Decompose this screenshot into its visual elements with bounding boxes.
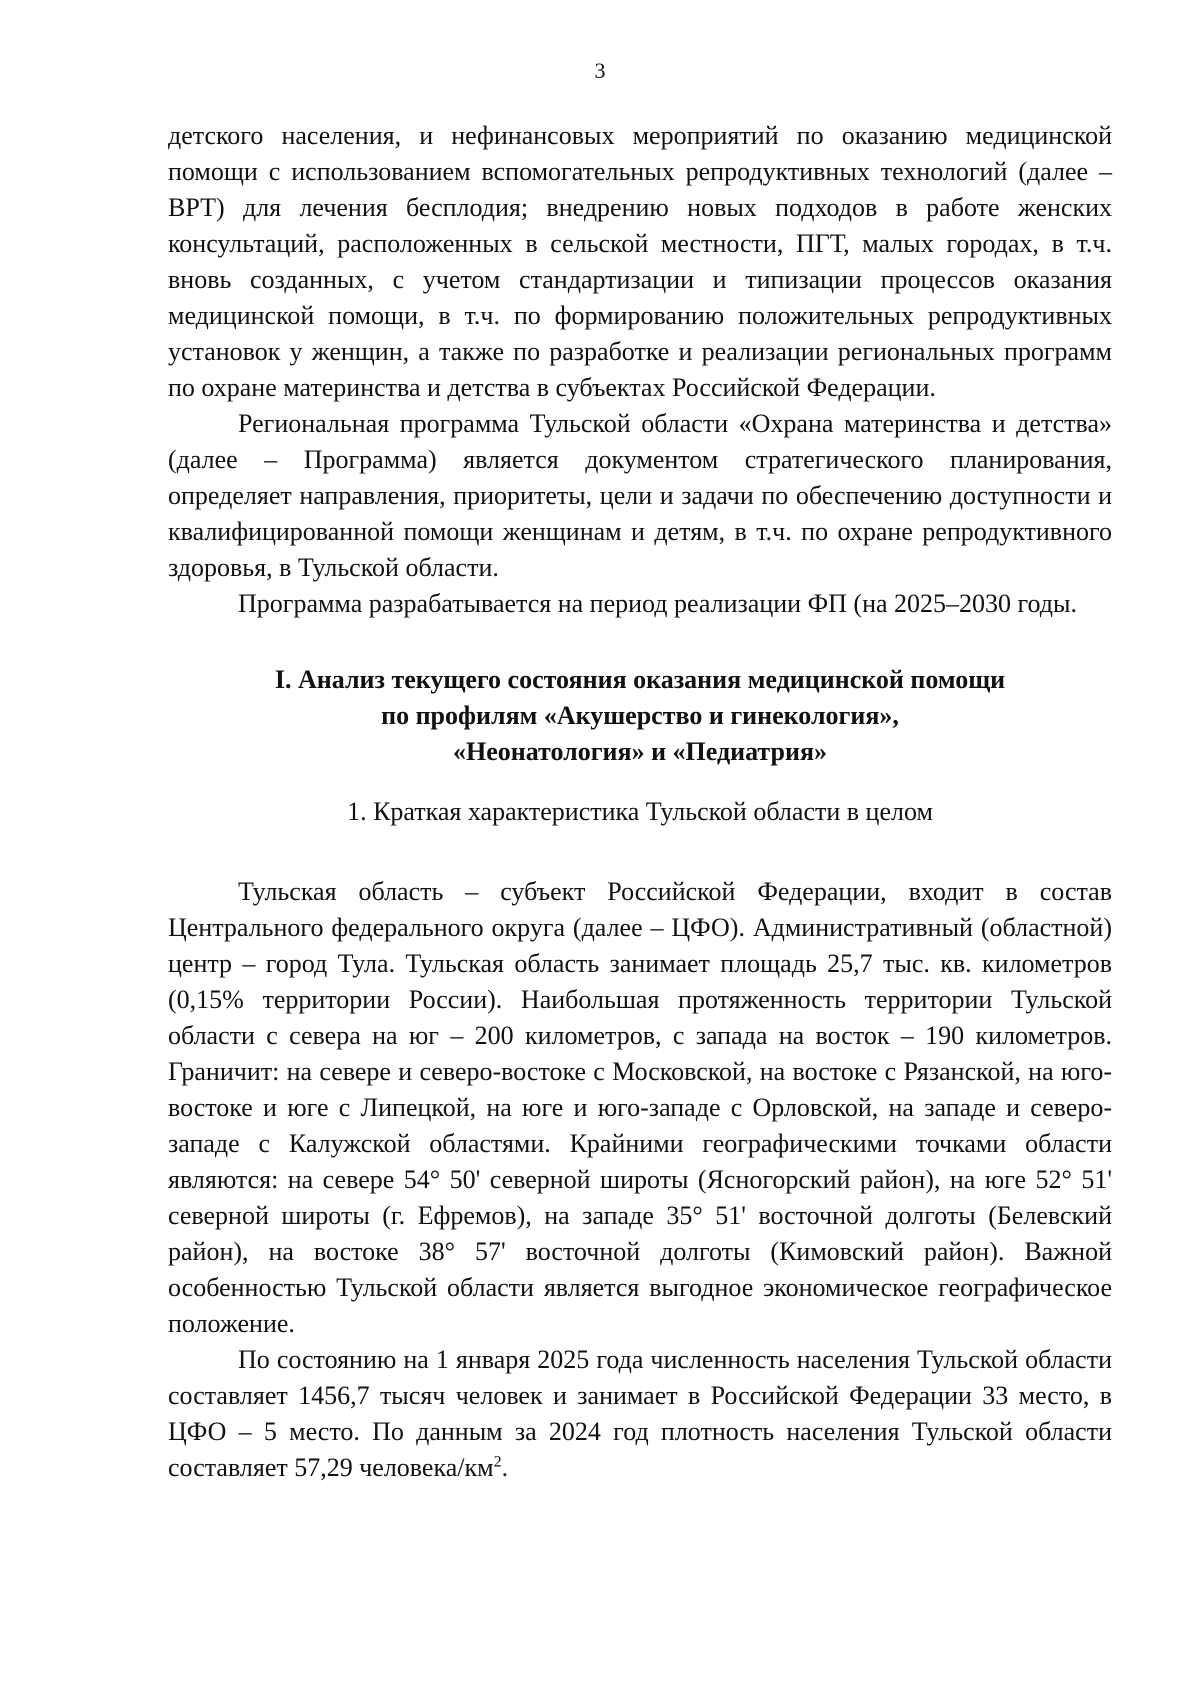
population-text: По состоянию на 1 января 2025 года численность населения Тульской области составляет 1456,7 тысяч человек и занимает в Российской Федерации 33 место, в ЦФО – 5 место. По данным за 2024 год плотность населения Тульской области составляет 57,29 человека/км bbox=[168, 1345, 1112, 1482]
section-title-line-3: «Неонатология» и «Педиатрия» bbox=[452, 737, 828, 766]
document-body bbox=[168, 118, 1112, 1486]
page-number: 3 bbox=[594, 58, 606, 83]
paragraph-program-period: Программа разрабатывается на период реализации ФП (на 2025–2030 годы. bbox=[238, 589, 1077, 618]
spacer bbox=[168, 830, 1112, 874]
paragraph-regional-program: Региональная программа Тульской области «Охрана материнства и детства» (далее – Программа) является документом стратегического планирования, определяет направления, приоритеты, цели и задачи по обеспечению доступности и квалифицированной помощи женщинам и детям, в т.ч. по охране репродуктивного здоровья, в Тульской области. bbox=[168, 409, 1112, 582]
paragraph-population bbox=[168, 1342, 1112, 1486]
spacer bbox=[168, 770, 1112, 794]
section-title-line-1: I. Анализ текущего состояния оказания медицинской помощи bbox=[274, 665, 1006, 694]
population-text-end: . bbox=[501, 1453, 509, 1482]
section-title-line-2: по профилям «Акушерство и гинекология», bbox=[381, 701, 899, 730]
paragraph-continuation: детского населения, и нефинансовых мероприятий по оказанию медицинской помощи с использованием вспомогательных репродуктивных технологий (далее – ВРТ) для лечения бесплодия; внедрению новых подходов в работе женских консультаций, расположенных в сельской местности, ПГТ, малых городах, в т.ч. вновь созданных, с учетом стандартизации и типизации процессов оказания медицинской помощи, в т.ч. по формированию положительных репродуктивных установок у женщин, а также по разработке и реализации региональных программ по охране материнства и детства в субъектах Российской Федерации. bbox=[168, 121, 1112, 402]
superscript-two: 2 bbox=[493, 1453, 502, 1471]
section-title bbox=[168, 662, 1112, 770]
paragraph-region-overview: Тульская область – субъект Российской Федерации, входит в состав Центрального федерального округа (далее – ЦФО). Административный (областной) центр – город Тула. Тульская область занимает площадь 25,7 тыс. кв. километров (0,15% территории России). Наибольшая протяженность территории Тульской области с севера на юг – 200 километров, с запада на восток – 190 километров. Граничит: на севере и северо-востоке с Московской, на востоке с Рязанской, на юго-востоке и юге с Липецкой, на юге и юго-западе с Орловской, на западе и северо-западе с Калужской областями. Крайними географическими точками области являются: на севере 54° 50' северной широты (Ясногорский район), на юге 52° 51' северной широты (г. Ефремов), на западе 35° 51' восточной долготы (Белевский район), на востоке 38° 57' восточной долготы (Кимовский район). Важной особенностью Тульской области является выгодное экономическое географическое положение. bbox=[168, 877, 1112, 1338]
spacer bbox=[168, 622, 1112, 662]
subsection-title: 1. Краткая характеристика Тульской области в целом bbox=[347, 797, 933, 826]
